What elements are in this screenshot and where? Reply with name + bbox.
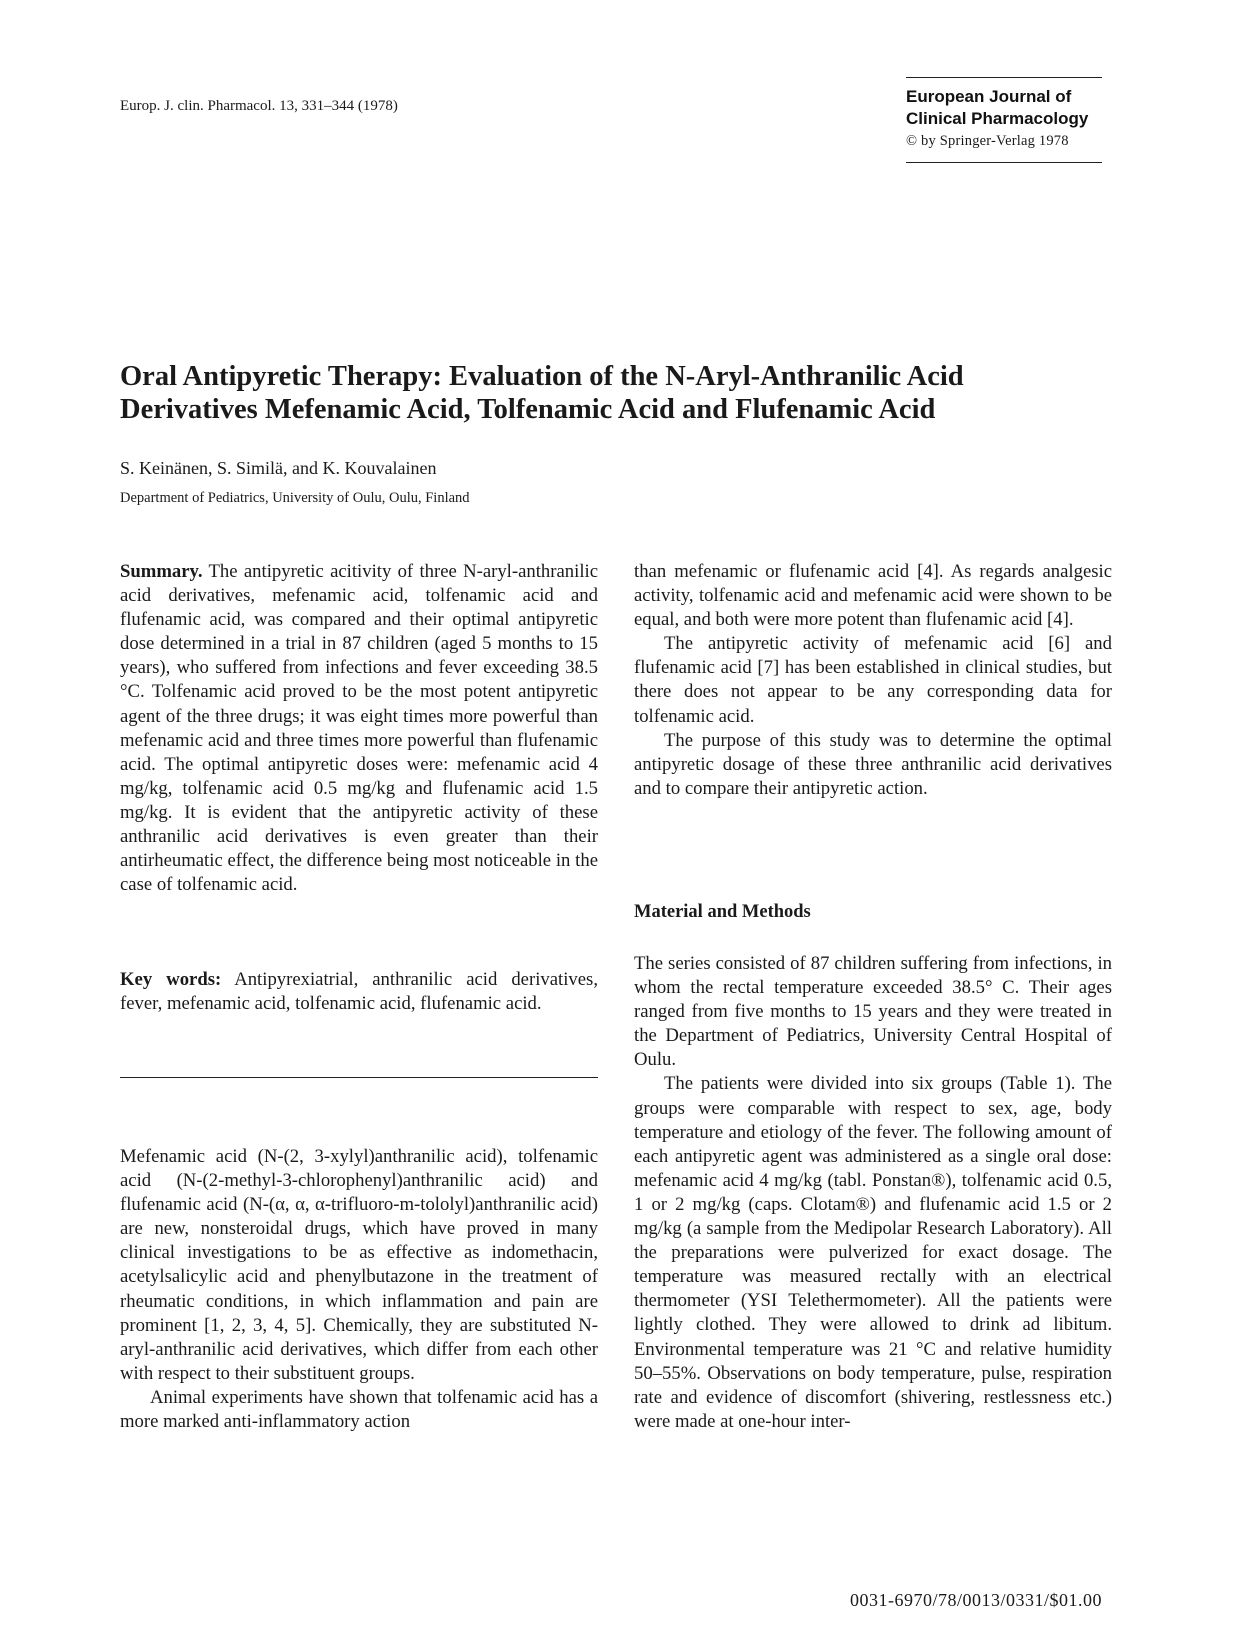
intro-paragraph-2: Animal experiments have shown that tolfenamic acid has a more marked anti-inflammatory action [120, 1386, 598, 1433]
section-divider [120, 1077, 598, 1078]
methods-paragraph-1: The series consisted of 87 children suffering from infections, in whom the rectal temperature exceeded 38.5° C. Their ages ranged from five months to 15 years and they were treated in the Department of Pediatrics, University Central Hospital of Oulu. [634, 953, 1112, 1071]
article-title [120, 360, 1120, 426]
summary-paragraph [120, 560, 598, 897]
title-line-1: Oral Antipyretic Therapy: Evaluation of the N-Aryl-Anthranilic Acid [120, 361, 964, 392]
journal-name-line2: Clinical Pharmacology [906, 109, 1089, 128]
summary-section [120, 560, 598, 897]
journal-masthead [906, 77, 1102, 163]
keywords-section [120, 968, 598, 1016]
methods-heading: Material and Methods [634, 902, 811, 922]
author-list: S. Keinänen, S. Similä, and K. Kouvalainen [120, 458, 437, 478]
title-line-2: Derivatives Mefenamic Acid, Tolfenamic Acid and Flufenamic Acid [120, 394, 936, 425]
methods-paragraph-2: The patients were divided into six groups (Table 1). The groups were comparable with respect to sex, age, body temperature and etiology of the fever. The following amount of each antipyretic agent was administered as a single oral dose: mefenamic acid 4 mg/kg (tabl. Ponstan®), tolfenamic acid 0.5, 1 or 2 mg/kg (caps. Clotam®) and flufenamic acid 1.5 or 2 mg/kg (a sample from the Medipolar Research Laboratory). All the preparations were pulverized for exact dosage. The temperature was measured rectally with an electrical thermometer (YSI Telethermometer). All the patients were lightly clothed. They were allowed to drink ad libitum. Environmental temperature was 21 °C and relative humidity 50–55%. Observations on body temperature, pulse, respiration rate and evidence of discomfort (shivering, restlessness etc.) were made at one-hour inter- [634, 1073, 1112, 1432]
keywords-text: Antipyrexiatrial, anthranilic acid derivatives, fever, mefenamic acid, tolfenamic acid, flufenamic acid. [120, 969, 598, 1015]
keywords-label: Key words: [120, 969, 222, 990]
copyright-notice: © by Springer-Verlag 1978 [906, 133, 1069, 149]
journal-name-line1: European Journal of [906, 87, 1072, 106]
article-code: 0031-6970/78/0013/0331/$01.00 [850, 1590, 1102, 1610]
keywords-paragraph [120, 968, 598, 1016]
methods-section [634, 952, 1112, 1434]
intro-paragraph-5: The purpose of this study was to determine the optimal antipyretic dosage of these three anthranilic acid derivatives and to compare their antipyretic action. [634, 729, 1112, 799]
introduction-section [120, 1145, 598, 1434]
intro-paragraph-3: than mefenamic or flufenamic acid [4]. As regards analgesic activity, tolfenamic acid and mefenamic acid were shown to be equal, and both were more potent than flufenamic acid [4]. [634, 561, 1112, 631]
summary-text: The antipyretic acitivity of three N-aryl-anthranilic acid derivatives, mefenamic acid, tolfenamic acid and flufenamic acid, was compared and their optimal antipyretic dose determined in a trial in 87 children (aged 5 months to 15 years), who suffered from infections and fever exceeding 38.5 °C. Tolfenamic acid proved to be the most potent antipyretic agent of the three drugs; it was eight times more powerful than mefenamic acid and three times more powerful than flufenamic acid. The optimal antipyretic doses were: mefenamic acid 4 mg/kg, tolfenamic acid 0.5 mg/kg and flufenamic acid 1.5 mg/kg. It is evident that the antipyretic activity of these anthranilic acid derivatives is even greater than their antirheumatic effect, the difference being most noticeable in the case of tolfenamic acid. [120, 561, 598, 896]
journal-citation: Europ. J. clin. Pharmacol. 13, 331–344 (1978) [120, 98, 398, 114]
summary-label: Summary. [120, 561, 203, 582]
introduction-continued [634, 560, 1112, 801]
intro-paragraph-4: The antipyretic activity of mefenamic acid [6] and flufenamic acid [7] has been established in clinical studies, but there does not appear to be any corresponding data for tolfenamic acid. [634, 633, 1112, 727]
author-affiliation: Department of Pediatrics, University of Oulu, Oulu, Finland [120, 490, 470, 506]
intro-paragraph-1: Mefenamic acid (N-(2, 3-xylyl)anthranilic acid), tolfenamic acid (N-(2-methyl-3-chlorophenyl)anthranilic acid) and flufenamic acid (N-(α, α, α-trifluoro-m-tololyl)anthranilic acid) are new, nonsteroidal drugs, which have proved in many clinical investigations to be as effective as indomethacin, acetylsalicylic acid and phenylbutazone in the treatment of rheumatic conditions, in which inflammation and pain are prominent [1, 2, 3, 4, 5]. Chemically, they are substituted N-aryl-anthranilic acid derivatives, which differ from each other with respect to their substituent groups. [120, 1146, 598, 1384]
